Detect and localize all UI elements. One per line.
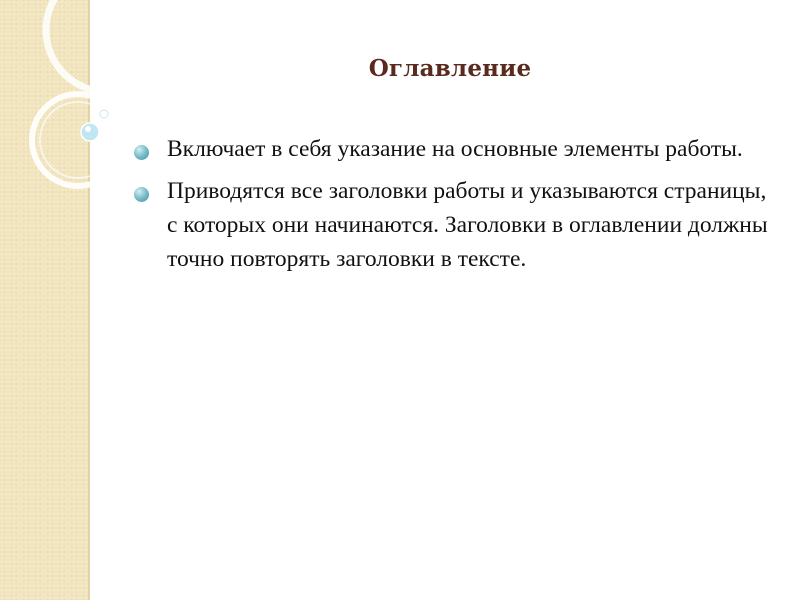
- bullet-item: [134, 174, 774, 276]
- bullet-dot-icon: [134, 145, 149, 160]
- bullet-item: [134, 132, 774, 166]
- bullet-list: [134, 132, 774, 284]
- slide-title: Оглавление: [368, 55, 532, 82]
- bullet-text: Приводятся все заголовки работы и указываются страницы, с которых они начинаются. Заголовки в оглавлении должны точно повторять заголовки в тексте.: [167, 178, 768, 272]
- bullet-text: Включает в себя указание на основные элементы работы.: [167, 136, 743, 162]
- bullet-dot-icon: [134, 187, 149, 202]
